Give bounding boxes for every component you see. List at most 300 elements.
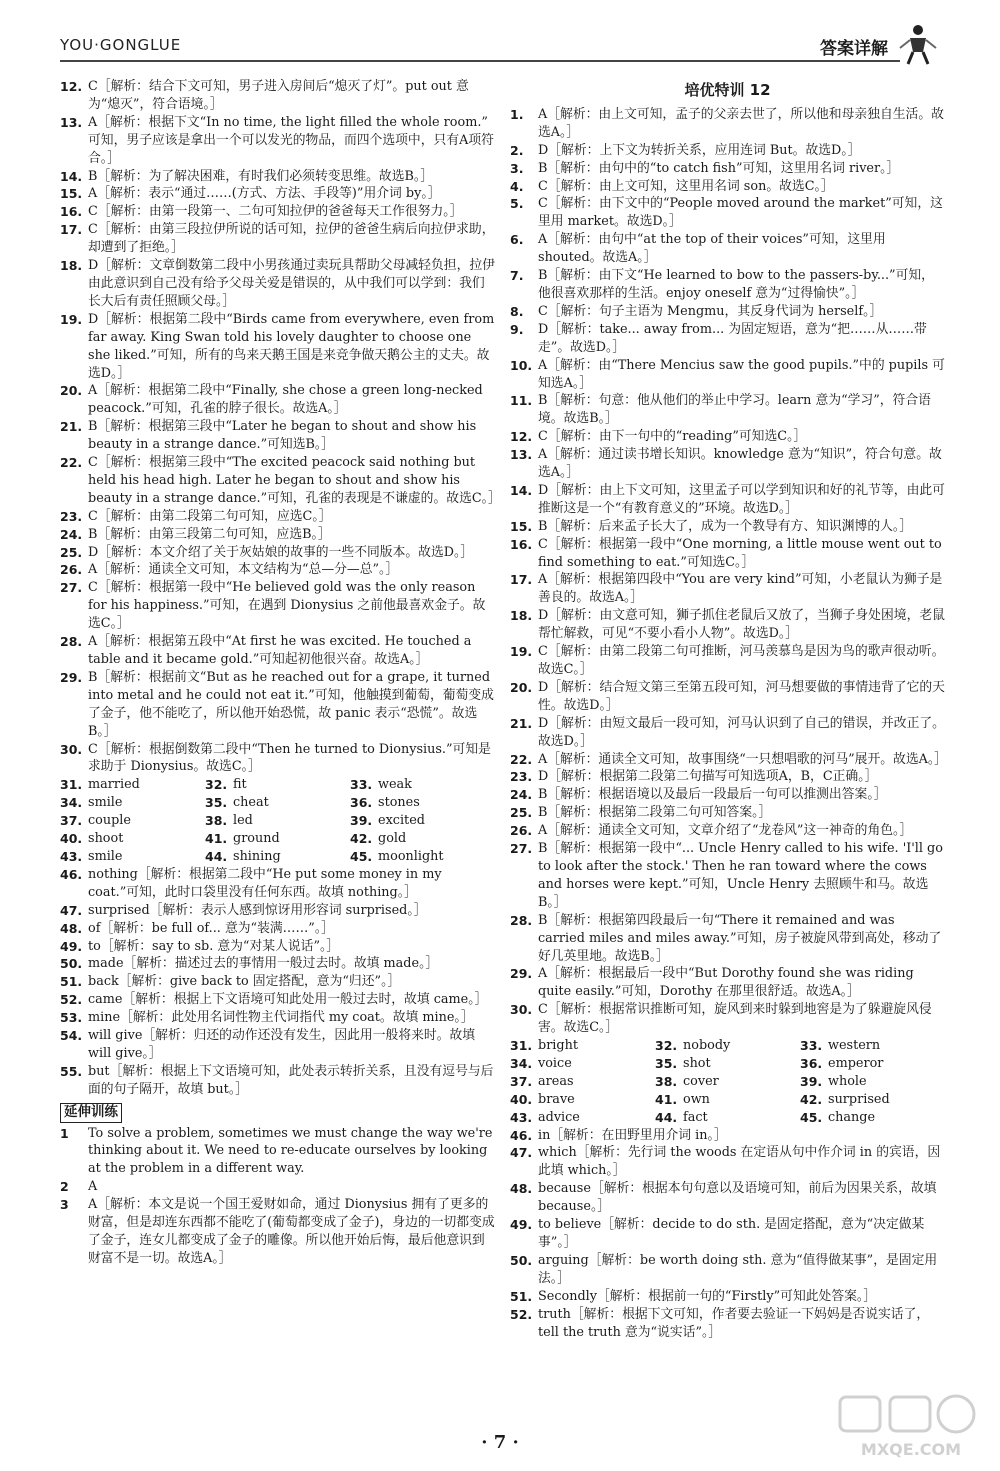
answer-item bbox=[510, 840, 945, 912]
answer-number: 54. bbox=[60, 1028, 83, 1044]
answer-text: A bbox=[88, 1179, 98, 1195]
grid-number: 42. bbox=[800, 1091, 823, 1107]
answer-item bbox=[510, 142, 945, 160]
answer-number: 28. bbox=[60, 634, 83, 650]
grid-cell bbox=[60, 776, 205, 794]
answer-number: 7. bbox=[510, 268, 524, 284]
grid-cell bbox=[510, 1109, 655, 1127]
answer-text: B［解析：后来孟子长大了，成为一个教导有方、知识渊博的人。］ bbox=[538, 518, 913, 534]
answer-number: 5. bbox=[510, 196, 524, 212]
answer-number: 17. bbox=[60, 222, 83, 238]
answer-number: 52. bbox=[60, 992, 83, 1008]
grid-cell bbox=[510, 1055, 655, 1073]
answer-text: A［解析：表示“通过……(方式、方法、手段等)”用介词 by。］ bbox=[88, 186, 441, 202]
grid-word: cover bbox=[683, 1073, 719, 1089]
answer-text: made［解析：描述过去的事情用一般过去时。故填 made。］ bbox=[88, 956, 439, 972]
answer-text: D［解析：take... away from... 为固定短语，意为“把……从……带走”。故选D。］ bbox=[538, 321, 927, 355]
answer-number: 26. bbox=[510, 823, 533, 839]
grid-word: excited bbox=[378, 813, 425, 829]
answer-text: Secondly［解析：根据前一句的“Firstly”可知此处答案。］ bbox=[538, 1288, 877, 1304]
answer-item bbox=[510, 786, 945, 804]
answer-number: 47. bbox=[60, 902, 83, 918]
answer-item bbox=[510, 804, 945, 822]
answer-text: A［解析：由上文可知，孟子的父亲去世了，所以他和母亲独自生活。故选A。］ bbox=[538, 106, 944, 140]
answer-item bbox=[510, 160, 945, 178]
answer-item bbox=[60, 454, 501, 508]
answer-text: but［解析：根据上下文语境可知，此处表示转折关系，且没有逗号与后面的句子隔开，故填 but。］ bbox=[88, 1063, 494, 1097]
answer-text: came［解析：根据上下文语境可知此处用一般过去时，故填 came。］ bbox=[88, 992, 488, 1008]
answer-item bbox=[510, 571, 945, 607]
answer-text: A［解析：根据下文“In no time, the light filled the whole room.” 可知，男子应该是拿出一个可以发光的物品，而四个选项中，只有A项符合。］ bbox=[88, 114, 494, 166]
answer-number: 28. bbox=[510, 912, 533, 928]
answer-text: B［解析：由第三段第二句可知，应选B。］ bbox=[88, 526, 331, 542]
answer-number: 27. bbox=[510, 841, 533, 857]
grid-word: brave bbox=[538, 1091, 575, 1107]
answer-number: 52. bbox=[510, 1306, 533, 1322]
answer-item bbox=[60, 973, 495, 991]
grid-cell bbox=[350, 848, 495, 866]
grid-word: ground bbox=[233, 831, 280, 847]
answer-text: A［解析：根据第二段中“Finally, she chose a green long-necked peacock.”可知，孔雀的脖子很长。故选A。］ bbox=[88, 383, 483, 417]
grid-word: shining bbox=[233, 848, 281, 864]
answer-item bbox=[60, 955, 495, 973]
answer-item bbox=[510, 1180, 945, 1216]
grid-cell bbox=[655, 1091, 800, 1109]
grid-word: moonlight bbox=[378, 848, 444, 864]
grid-cell bbox=[60, 830, 205, 848]
answer-item bbox=[510, 679, 945, 715]
answer-item bbox=[60, 544, 495, 562]
grid-number: 43. bbox=[510, 1109, 533, 1125]
answer-text: C［解析：由第二段第二句可推断，河马羡慕鸟是因为鸟的歌声很动听。故选C。］ bbox=[538, 644, 945, 677]
answer-item bbox=[510, 1127, 945, 1145]
answer-item bbox=[60, 526, 495, 544]
answer-number: 13. bbox=[510, 447, 533, 463]
grid-number: 31. bbox=[510, 1038, 533, 1054]
grid-cell bbox=[60, 848, 205, 866]
grid-number: 31. bbox=[60, 777, 83, 793]
left-column bbox=[60, 78, 501, 1268]
answer-number: 14. bbox=[60, 168, 83, 184]
answer-number: 14. bbox=[510, 482, 533, 498]
answer-text: nothing［解析：根据第二段中“He put some money in my coat.”可知，此时口袋里没有任何东西。故填 nothing。］ bbox=[88, 866, 442, 900]
answer-text: of［解析：be full of... 意为“装满……”。］ bbox=[88, 920, 335, 936]
answer-text: D［解析：结合短文第三至第五段可知，河马想要做的事情违背了它的天性。故选D。］ bbox=[538, 679, 945, 713]
grid-number: 38. bbox=[655, 1073, 678, 1089]
answer-text: surprised［解析：表示人感到惊讶用形容词 surprised。］ bbox=[88, 902, 427, 918]
answer-number: 9. bbox=[510, 321, 524, 337]
grid-word: advice bbox=[538, 1109, 580, 1125]
answer-item bbox=[60, 508, 495, 526]
answer-item bbox=[510, 1144, 945, 1180]
grid-number: 42. bbox=[350, 831, 373, 847]
answer-number: 8. bbox=[510, 303, 524, 319]
grid-number: 45. bbox=[800, 1109, 823, 1125]
answer-number: 6. bbox=[510, 232, 524, 248]
answer-number: 24. bbox=[60, 526, 83, 542]
answer-number: 10. bbox=[510, 357, 533, 373]
answer-text: C［解析：由第二段第二句可知，应选C。］ bbox=[88, 508, 332, 524]
answer-item bbox=[60, 902, 495, 920]
grid-cell bbox=[800, 1037, 945, 1055]
answer-item bbox=[60, 114, 495, 168]
answer-item bbox=[60, 561, 495, 579]
answer-text: which［解析：先行词 the woods 在定语从句中作介词 in 的宾语，因此填 which。］ bbox=[538, 1145, 941, 1179]
grid-number: 44. bbox=[655, 1109, 678, 1125]
answer-item bbox=[60, 1196, 495, 1268]
grid-word: bright bbox=[538, 1038, 578, 1054]
answer-item bbox=[510, 607, 945, 643]
answer-text: B［解析：句意：他从他们的举止中学习。learn 意为“学习”，符合语境。故选B。］ bbox=[538, 393, 931, 427]
answer-item bbox=[60, 1027, 495, 1063]
answer-item bbox=[510, 1216, 945, 1252]
answer-text: C［解析：根据第三段中“The excited peacock said nothing but held his head high. Later he began to shout and show his beauty in a strange dance.”可知，孔雀的表现是不谦虚的。故选C。］ bbox=[88, 455, 501, 506]
grid-number: 35. bbox=[205, 795, 228, 811]
grid-cell bbox=[800, 1073, 945, 1091]
grid-word: voice bbox=[538, 1055, 572, 1071]
grid-number: 41. bbox=[205, 831, 228, 847]
answer-item bbox=[510, 231, 945, 267]
answer-item bbox=[510, 715, 945, 751]
grid-word: own bbox=[683, 1091, 710, 1107]
right-column bbox=[510, 78, 948, 1341]
answer-number: 15. bbox=[510, 518, 533, 534]
grid-cell bbox=[205, 848, 350, 866]
answer-text: C［解析：根据倒数第二段中“Then he turned to Dionysius.”可知是求助于 Dionysius。故选C。］ bbox=[88, 741, 491, 775]
answer-item bbox=[510, 1001, 945, 1037]
answer-item bbox=[510, 321, 945, 357]
answer-number: 27. bbox=[60, 580, 83, 596]
answer-item bbox=[60, 1009, 495, 1027]
answer-text: D［解析：由短文最后一段可知，河马认识到了自己的错误，并改正了。故选D。］ bbox=[538, 715, 945, 749]
watermark-logo bbox=[836, 1393, 986, 1463]
grid-word: weak bbox=[378, 777, 412, 793]
grid-cell bbox=[350, 794, 495, 812]
grid-number: 32. bbox=[655, 1038, 678, 1054]
grid-word: fit bbox=[233, 777, 247, 793]
grid-cell bbox=[655, 1055, 800, 1073]
grid-cell bbox=[655, 1037, 800, 1055]
answer-number: 13. bbox=[60, 114, 83, 130]
grid-cell bbox=[350, 776, 495, 794]
answer-number: 26. bbox=[60, 562, 83, 578]
answer-text: D［解析：上下文为转折关系，应用连词 But。故选D。］ bbox=[538, 142, 861, 158]
answer-text: mine［解析：此处用名词性物主代词指代 my coat。故填 mine。］ bbox=[88, 1010, 474, 1026]
grid-number: 32. bbox=[205, 777, 228, 793]
answer-text: C［解析：由下文中的“People moved around the market”可知，这里用 market。故选D。］ bbox=[538, 196, 943, 230]
grid-word: western bbox=[828, 1038, 881, 1054]
answer-text: B［解析：根据前文“But as he reached out for a grape, it turned into metal and he could not eat it.”可知，他触摸到葡萄，葡萄变成了金子，他不能吃了，所以他开始恐慌，故 panic 表示“恐慌”。故选B。］ bbox=[88, 669, 494, 739]
answer-number: 21. bbox=[510, 715, 533, 731]
grid-number: 34. bbox=[510, 1055, 533, 1071]
grid-cell bbox=[350, 830, 495, 848]
answer-text: A［解析：通过读书增长知识。knowledge 意为“知识”，符合句意。故选A。］ bbox=[538, 447, 942, 481]
grid-word: nobody bbox=[683, 1038, 731, 1054]
answer-item bbox=[60, 633, 495, 669]
grid-word: surprised bbox=[828, 1091, 890, 1107]
answer-text: B［解析：由下文“He learned to bow to the passers-by...”可知，他很喜欢那样的生活。enjoy oneself 意为“过得愉快”。］ bbox=[538, 268, 934, 301]
grid-word: gold bbox=[378, 831, 407, 847]
answer-number: 22. bbox=[510, 751, 533, 767]
grid-cell bbox=[655, 1073, 800, 1091]
answer-text: truth［解析：根据下文可知，作者要去验证一下妈妈是否说实话了，tell the truth 意为“说实话”。］ bbox=[538, 1306, 930, 1340]
answer-text: D［解析：根据第二段第二句描写可知选项A，B，C正确。］ bbox=[538, 769, 878, 785]
answer-item bbox=[60, 168, 495, 186]
grid-number: 39. bbox=[350, 813, 373, 829]
answer-text: back［解析：give back to 固定搭配，意为“归还”。］ bbox=[88, 974, 401, 990]
answer-number: 15. bbox=[60, 186, 83, 202]
answer-item bbox=[60, 203, 495, 221]
grid-word: smile bbox=[88, 848, 123, 864]
brand-logo-text: YOU·GONGLUE bbox=[60, 36, 182, 54]
answer-number: 50. bbox=[60, 956, 83, 972]
answer-number: 20. bbox=[510, 679, 533, 695]
answer-text: C［解析：由第一段第一、二句可知拉伊的爸爸每天工作很努力。］ bbox=[88, 204, 463, 220]
answer-item bbox=[510, 965, 945, 1001]
answer-number: 19. bbox=[60, 311, 83, 327]
grid-number: 40. bbox=[60, 831, 83, 847]
answer-number: 17. bbox=[510, 572, 533, 588]
answer-text: C［解析：由上文可知，这里用名词 son。故选C。］ bbox=[538, 178, 834, 194]
answer-item bbox=[60, 1063, 495, 1099]
grid-word: emperor bbox=[828, 1055, 884, 1071]
answer-text: C［解析：根据第一段中“One morning, a little mouse went out to find something to eat.”可知选C。］ bbox=[538, 536, 942, 570]
answer-number: 30. bbox=[60, 741, 83, 757]
answer-text: in［解析：在田野里用介词 in。］ bbox=[538, 1127, 727, 1143]
answer-number: 16. bbox=[510, 536, 533, 552]
grid-cell bbox=[205, 794, 350, 812]
answer-number: 22. bbox=[60, 455, 83, 471]
answer-text: B［解析：为了解决困难，有时我们必须转变思维。故选B。］ bbox=[88, 168, 434, 184]
grid-word: cheat bbox=[233, 795, 269, 811]
answer-item bbox=[60, 221, 495, 257]
answer-number: 50. bbox=[510, 1252, 533, 1268]
answer-item bbox=[510, 536, 945, 572]
grid-number: 41. bbox=[655, 1091, 678, 1107]
answer-text: to believe［解析：decide to do sth. 是固定搭配，意为“决定做某事”。］ bbox=[538, 1217, 925, 1250]
answer-number: 49. bbox=[510, 1217, 533, 1233]
header-rule bbox=[60, 60, 900, 62]
grid-cell bbox=[800, 1055, 945, 1073]
answer-number: 3 bbox=[60, 1197, 69, 1213]
answer-item bbox=[510, 643, 945, 679]
answer-number: 25. bbox=[60, 544, 83, 560]
grid-word: couple bbox=[88, 813, 131, 829]
grid-number: 33. bbox=[350, 777, 373, 793]
answer-item bbox=[510, 106, 945, 142]
answer-number: 3. bbox=[510, 160, 524, 176]
answer-item bbox=[510, 195, 945, 231]
grid-cell bbox=[60, 794, 205, 812]
answer-number: 1 bbox=[60, 1125, 69, 1141]
answer-text: A［解析：根据第五段中“At first he was excited. He touched a table and it became gold.”可知起初他很兴奋。故选A。］ bbox=[88, 634, 472, 667]
answer-text: A［解析：根据第四段中“You are very kind”可知，小老鼠认为狮子是善良的。故选A。］ bbox=[538, 572, 943, 606]
grid-word: change bbox=[828, 1109, 876, 1125]
answer-text: D［解析：文章倒数第二段中小男孩通过卖玩具帮助父母减轻负担，拉伊由此意识到自己没有给予父母关爱是错误的，从中我们可以学到：我们长大后有责任照顾父母。］ bbox=[88, 258, 495, 309]
grid-number: 38. bbox=[205, 813, 228, 829]
answer-number: 46. bbox=[60, 866, 83, 882]
grid-number: 45. bbox=[350, 848, 373, 864]
grid-word: areas bbox=[538, 1073, 574, 1089]
answer-text: to［解析：say to sb. 意为“对某人说话”。］ bbox=[88, 938, 340, 954]
answer-item bbox=[510, 482, 945, 518]
answer-item bbox=[60, 669, 495, 741]
answer-text: B［解析：根据第四段最后一句“There it remained and was carried miles and miles away.”可知，房子被旋风带到高处，移动了好几英里地。故选B。］ bbox=[538, 912, 942, 964]
answer-text: D［解析：本文介绍了关于灰姑娘的故事的一些不同版本。故选D。］ bbox=[88, 544, 474, 560]
answer-text: A［解析：根据最后一段中“But Dorothy found she was riding quite easily.”可知，Dorothy 在那里很舒适。故选A。］ bbox=[538, 966, 914, 1000]
grid-cell bbox=[800, 1109, 945, 1127]
answer-number: 23. bbox=[60, 508, 83, 524]
answer-number: 4. bbox=[510, 178, 524, 194]
answer-number: 51. bbox=[510, 1288, 533, 1304]
answer-item bbox=[60, 741, 495, 777]
answer-number: 47. bbox=[510, 1145, 533, 1161]
grid-number: 34. bbox=[60, 795, 83, 811]
answer-number: 55. bbox=[60, 1063, 83, 1079]
answer-number: 2. bbox=[510, 142, 524, 158]
answer-number: 24. bbox=[510, 787, 533, 803]
page-header bbox=[60, 30, 940, 64]
answer-item bbox=[510, 518, 945, 536]
answer-text: D［解析：由文意可知，狮子抓住老鼠后又放了，当狮子身处困境，老鼠帮忙解救，可见“不要小看小人物”。故选D。］ bbox=[538, 608, 945, 642]
grid-word: whole bbox=[828, 1073, 867, 1089]
grid-number: 37. bbox=[60, 813, 83, 829]
answer-item bbox=[60, 579, 495, 633]
answer-text: C［解析：由第三段拉伊所说的话可知，拉伊的爸爸生病后向拉伊求助，却遭到了拒绝。］ bbox=[88, 222, 495, 256]
grid-cell bbox=[205, 776, 350, 794]
answer-number: 18. bbox=[510, 608, 533, 624]
answer-text: C［解析：根据常识推断可知，旋风到来时躲到地窖是为了躲避旋风侵害。故选C。］ bbox=[538, 1002, 932, 1036]
grid-word: fact bbox=[683, 1109, 708, 1125]
answer-item bbox=[60, 1178, 495, 1196]
answer-number: 25. bbox=[510, 805, 533, 821]
watermark-text: MXQE.COM bbox=[860, 1440, 962, 1459]
grid-word: stones bbox=[378, 795, 420, 811]
answer-text: A［解析：本文是说一个国王爱财如命，通过 Dionysius 拥有了更多的财富，但是却连东西都不能吃了(葡萄都变成了金子)，身边的一切都变成了金子，连女儿都变成了金子的雕像。所以他开始后悔，最后他意识到财富不是一切。故选A。］ bbox=[88, 1197, 495, 1266]
answer-text: arguing［解析：be worth doing sth. 意为“值得做某事”，是固定用法。］ bbox=[538, 1252, 938, 1286]
answer-text: To solve a problem, sometimes we must change the way we're thinking about it. We need to re-educate ourselves by looking at the problem in a different way. bbox=[88, 1125, 493, 1177]
answer-number: 48. bbox=[60, 920, 83, 936]
answer-item bbox=[60, 1125, 495, 1179]
answer-text: B［解析：根据第三段中“Later he began to shout and show his beauty in a strange dance.”可知选B。］ bbox=[88, 419, 477, 453]
answer-item bbox=[60, 311, 495, 383]
grid-number: 35. bbox=[655, 1055, 678, 1071]
answer-text: will give［解析：归还的动作还没有发生，因此用一般将来时。故填 will give。］ bbox=[88, 1028, 476, 1061]
answer-item bbox=[510, 768, 945, 786]
answer-text: A［解析：由句中“at the top of their voices”可知，这里用 shouted。故选A。］ bbox=[538, 232, 886, 266]
answer-item bbox=[510, 303, 945, 321]
grid-word: led bbox=[233, 813, 253, 829]
grid-word: smile bbox=[88, 795, 123, 811]
answer-number: 20. bbox=[60, 383, 83, 399]
grid-number: 39. bbox=[800, 1073, 823, 1089]
answer-item bbox=[510, 446, 945, 482]
answer-number: 11. bbox=[510, 393, 533, 409]
answer-number: 29. bbox=[60, 669, 83, 685]
grid-cell bbox=[510, 1037, 655, 1055]
fill-in-answer-grid bbox=[60, 776, 495, 866]
grid-cell bbox=[60, 812, 205, 830]
answer-text: C［解析：结合下文可知，男子进入房间后“熄灭了灯”。put out 意为“熄灭”，符合语境。］ bbox=[88, 79, 469, 112]
answer-number: 46. bbox=[510, 1127, 533, 1143]
page-number: · 7 · bbox=[481, 1432, 519, 1453]
answer-text: A［解析：由“There Mencius saw the good pupils.”中的 pupils 可知选A。］ bbox=[538, 357, 945, 391]
answer-text: C［解析：根据第一段中“He believed gold was the only reason for his happiness.”可知，在遇到 Dionysius 之前他最喜欢金子。故选C。］ bbox=[88, 580, 486, 632]
answer-text: D［解析：由上下文可知，这里孟子可以学到知识和好的礼节等，由此可推断这是一个“有教育意义的”环境。故选D。］ bbox=[538, 482, 945, 516]
answer-number: 16. bbox=[60, 204, 83, 220]
grid-number: 33. bbox=[800, 1038, 823, 1054]
answer-item bbox=[60, 938, 495, 956]
grid-number: 37. bbox=[510, 1073, 533, 1089]
grid-number: 36. bbox=[350, 795, 373, 811]
answer-text: A［解析：通读全文可知，故事围绕“一只想唱歌的河马”展开。故选A。］ bbox=[538, 751, 948, 767]
answer-number: 18. bbox=[60, 258, 83, 274]
answer-number: 21. bbox=[60, 419, 83, 435]
answer-number: 48. bbox=[510, 1181, 533, 1197]
runner-mascot-icon bbox=[896, 22, 940, 66]
answer-number: 1. bbox=[510, 106, 524, 122]
grid-cell bbox=[510, 1073, 655, 1091]
answer-number: 53. bbox=[60, 1010, 83, 1026]
answer-text: A［解析：通读全文可知，本文结构为“总—分—总”。］ bbox=[88, 562, 399, 578]
header-title: 答案详解 bbox=[820, 39, 888, 59]
answer-text: B［解析：根据第一段中“... Uncle Henry called to his wife. 'I'll go to look after the stock.' Then he ran toward where the cows and horses were kept.”可知，Uncle Henry 去照顾牛和马。故选B。］ bbox=[538, 841, 943, 910]
answer-text: D［解析：根据第二段中“Birds came from everywhere, even from far away. King Swan told his lovely daughter to choose one she liked.”可知，所有的鸟来天鹅王国是来竞争做天鹅公主的丈夫。故选D。］ bbox=[88, 311, 495, 381]
answer-text: C［解析：由下一句中的“reading”可知选C。］ bbox=[538, 429, 807, 445]
answer-item bbox=[60, 78, 495, 114]
answer-item bbox=[510, 428, 945, 446]
grid-word: shoot bbox=[88, 831, 124, 847]
grid-cell bbox=[205, 812, 350, 830]
answer-text: C［解析：句子主语为 Mengmu，其反身代词为 herself。］ bbox=[538, 303, 883, 319]
answer-number: 30. bbox=[510, 1002, 533, 1018]
answer-text: B［解析：根据第二段第二句可知答案。］ bbox=[538, 805, 772, 821]
answer-number: 29. bbox=[510, 966, 533, 982]
answer-number: 2 bbox=[60, 1179, 69, 1195]
answer-item bbox=[510, 751, 948, 769]
answer-text: B［解析：由句中的“to catch fish”可知，这里用名词 river。］ bbox=[538, 160, 900, 176]
answer-number: 19. bbox=[510, 644, 533, 660]
answer-item bbox=[510, 1306, 945, 1342]
answer-item bbox=[60, 185, 495, 203]
section-title: 培优特训 12 bbox=[684, 81, 771, 99]
answer-item bbox=[60, 866, 495, 902]
grid-cell bbox=[350, 812, 495, 830]
answer-item bbox=[510, 912, 945, 966]
grid-cell bbox=[510, 1091, 655, 1109]
extension-section-label: 延伸训练 bbox=[60, 1103, 122, 1123]
answer-text: B［解析：根据语境以及最后一段最后一句可以推测出答案。］ bbox=[538, 787, 887, 803]
answer-item bbox=[510, 392, 945, 428]
answer-number: 49. bbox=[60, 938, 83, 954]
grid-cell bbox=[205, 830, 350, 848]
answer-item bbox=[60, 920, 495, 938]
grid-cell bbox=[655, 1109, 800, 1127]
answer-item bbox=[510, 1288, 945, 1306]
answer-item bbox=[510, 267, 945, 303]
answer-item bbox=[60, 382, 495, 418]
fill-in-answer-grid bbox=[510, 1037, 945, 1127]
grid-word: married bbox=[88, 777, 140, 793]
grid-number: 44. bbox=[205, 848, 228, 864]
answer-number: 12. bbox=[510, 429, 533, 445]
answer-text: A［解析：通读全文可知，文章介绍了“龙卷风”这一神奇的角色。］ bbox=[538, 823, 913, 839]
answer-number: 12. bbox=[60, 79, 83, 94]
grid-cell bbox=[800, 1091, 945, 1109]
grid-number: 40. bbox=[510, 1091, 533, 1107]
answer-number: 23. bbox=[510, 769, 533, 785]
answer-item bbox=[510, 822, 945, 840]
